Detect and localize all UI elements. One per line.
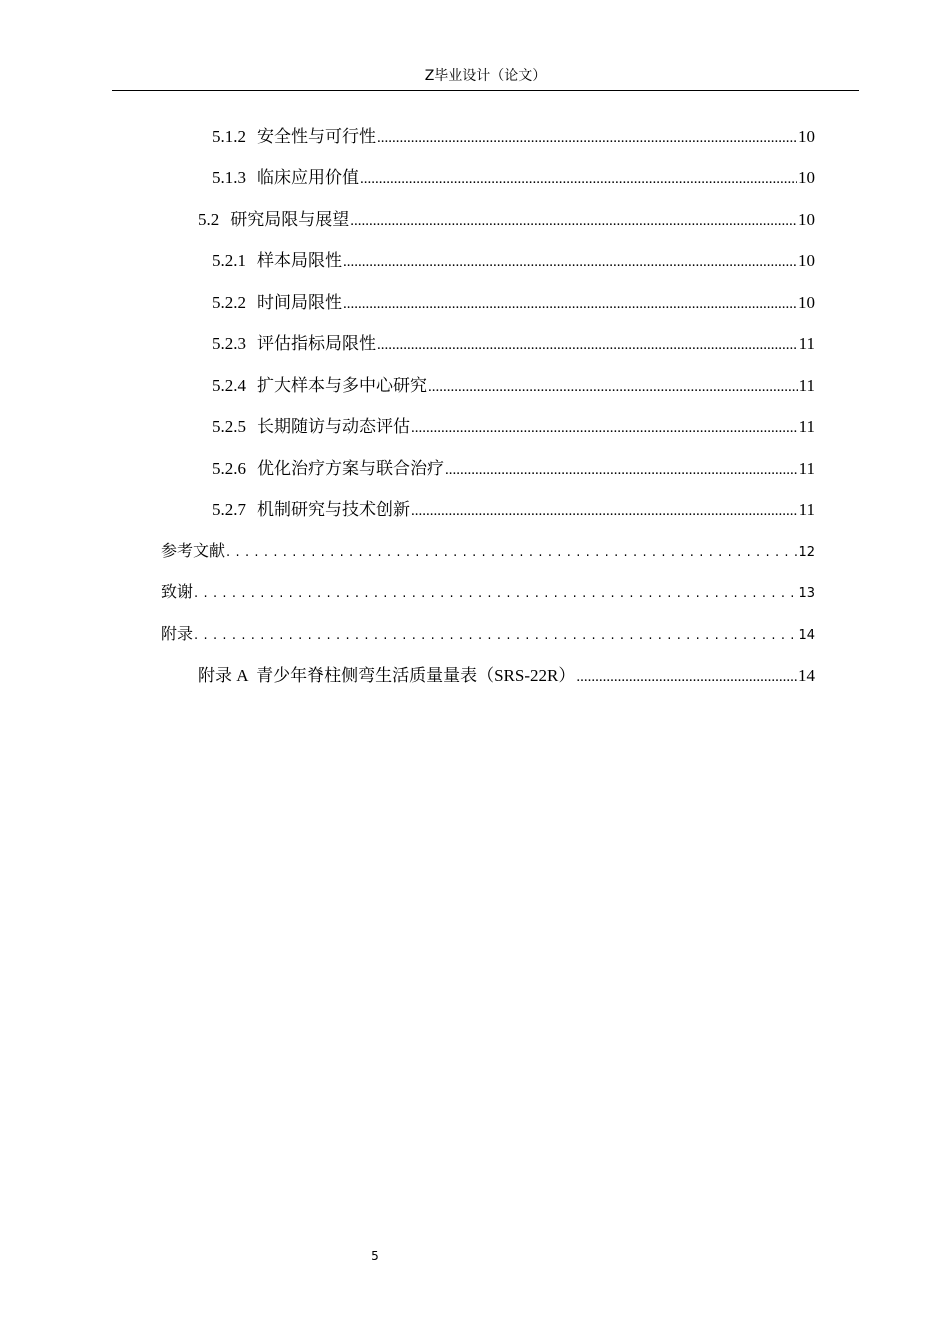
toc-entry-5-1-3[interactable]	[212, 163, 815, 188]
toc-entry-page: 11	[798, 459, 815, 478]
header-rule	[112, 90, 859, 91]
toc-entry-page: 14	[798, 628, 815, 643]
toc-entry-page: 10	[798, 210, 815, 229]
toc-entry-title: 安全性与可行性	[257, 127, 376, 146]
toc-leader-dots	[350, 210, 797, 230]
toc-entry-number: 5.2.4	[212, 376, 246, 395]
toc-entry-number: 5.2	[198, 210, 220, 229]
toc-entry-5-2-6[interactable]	[212, 454, 815, 479]
toc-entry-title: 附录 A 青少年脊柱侧弯生活质量量表（SRS-22R）	[198, 666, 576, 685]
toc-entry-title: 样本局限性	[257, 251, 342, 270]
toc-leader-dots	[428, 376, 798, 396]
toc-leader-dots	[360, 168, 797, 188]
toc-entry-title: 评估指标局限性	[257, 334, 376, 353]
toc-entry-page: 12	[798, 545, 815, 560]
toc-leader-dots	[226, 541, 797, 560]
page-number: 5	[371, 1249, 379, 1263]
toc-entry-title: 时间局限性	[257, 293, 342, 312]
toc-entry-appendix[interactable]	[161, 621, 815, 644]
toc-entry-number: 5.2.5	[212, 417, 246, 436]
toc-entry-title: 机制研究与技术创新	[257, 500, 410, 519]
toc-entry-page: 10	[798, 168, 815, 187]
toc-leader-dots	[377, 127, 797, 147]
toc-leader-dots	[411, 500, 798, 520]
toc-entry-number: 5.2.6	[212, 459, 246, 478]
toc-entry-title: 研究局限与展望	[230, 210, 350, 229]
toc-leader-dots	[343, 251, 797, 271]
toc-entry-acknowledgements[interactable]	[161, 579, 815, 602]
toc-entry-5-2-7[interactable]	[212, 495, 815, 520]
toc-entry-title: 优化治疗方案与联合治疗	[257, 459, 444, 478]
toc-leader-dots	[411, 417, 798, 437]
toc-entry-5-2-3[interactable]	[212, 329, 815, 354]
toc-leader-dots	[343, 293, 797, 313]
toc-entry-number: 5.2.7	[212, 500, 246, 519]
toc-entry-5-2-4[interactable]	[212, 371, 815, 396]
toc-entry-page: 10	[798, 127, 815, 146]
toc-leader-dots	[194, 582, 797, 601]
toc-leader-dots	[194, 624, 797, 643]
toc-entry-page: 11	[798, 500, 815, 519]
toc-leader-dots	[445, 459, 798, 479]
toc-entry-page: 11	[798, 376, 815, 395]
toc-entry-page: 13	[798, 586, 815, 601]
toc-entry-title: 长期随访与动态评估	[257, 417, 410, 436]
toc-entry-page: 10	[798, 251, 815, 270]
toc-entry-5-2-5[interactable]	[212, 412, 815, 437]
toc-entry-title: 附录	[161, 624, 194, 643]
toc-leader-dots	[576, 666, 797, 686]
page-header: Z毕业设计（论文）	[424, 68, 547, 84]
toc-entry-number: 5.2.3	[212, 334, 246, 353]
toc-entry-5-2-2[interactable]	[212, 288, 815, 313]
toc-leader-dots	[377, 334, 798, 354]
toc-entry-5-1-2[interactable]	[212, 122, 815, 147]
toc-entry-5-2-1[interactable]	[212, 246, 815, 271]
toc-entry-title: 临床应用价值	[257, 168, 359, 187]
toc-entry-5-2[interactable]	[198, 205, 815, 230]
toc-entry-references[interactable]	[161, 538, 815, 561]
toc-entry-number: 5.2.2	[212, 293, 246, 312]
toc-entry-number: 5.1.2	[212, 127, 246, 146]
toc-entry-page: 10	[798, 293, 815, 312]
toc-entry-appendix-a[interactable]	[198, 661, 815, 686]
toc-entry-title: 致谢	[161, 582, 194, 601]
toc-entry-page: 14	[798, 666, 815, 685]
toc-entry-number: 5.1.3	[212, 168, 246, 187]
toc-entry-title: 参考文献	[161, 541, 226, 560]
toc-entry-page: 11	[798, 334, 815, 353]
toc-entry-number: 5.2.1	[212, 251, 246, 270]
toc-entry-title: 扩大样本与多中心研究	[257, 376, 427, 395]
toc-entry-page: 11	[798, 417, 815, 436]
